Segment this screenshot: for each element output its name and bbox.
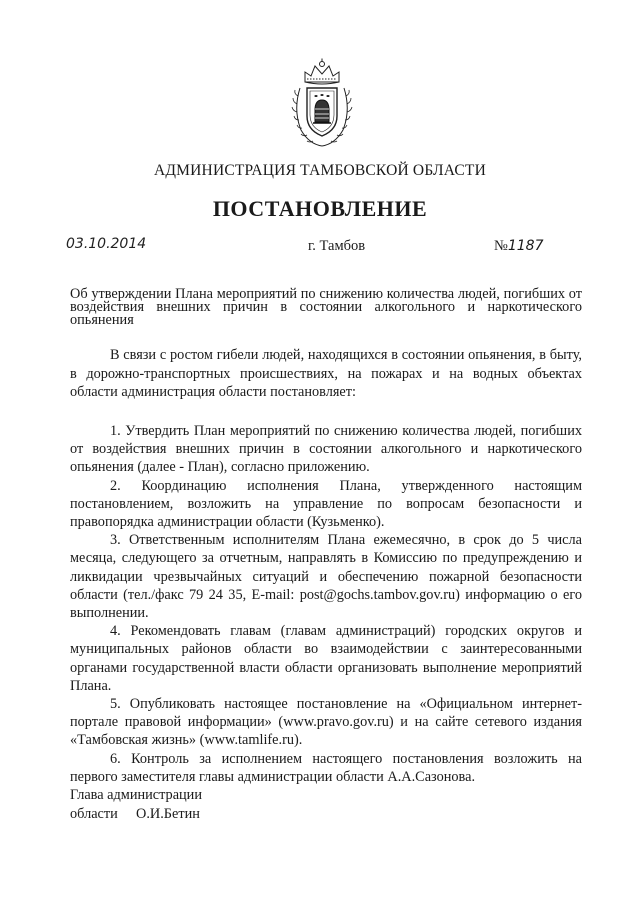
resolution-items xyxy=(70,422,582,786)
document-city: г. Тамбов xyxy=(308,238,366,254)
document-number: 1187 xyxy=(507,238,544,254)
resolution-item: 1. Утвердить План мероприятий по снижению количества людей, погибших от воздействия внешних причин в состоянии алкогольного и наркотического опьянения (далее - План), согласно приложению. xyxy=(70,423,582,476)
document-preamble: В связи с ростом гибели людей, находящихся в состоянии опьянения, в быту, в дорожно-транспортных происшествиях, на пожарах и на водных объектах области администрация области постановляет: xyxy=(70,347,582,400)
document-number-label: № xyxy=(494,238,508,254)
resolution-item: 4. Рекомендовать главам (главам администраций) городских округов и муниципальных районов области во взаимодействии с заинтересованными органами государственной власти области организовать выполнение мероприятий Плана. xyxy=(70,623,582,694)
document-date: 03.10.2014 xyxy=(66,236,147,252)
resolution-item: 6. Контроль за исполнением настоящего постановления возложить на первого заместителя главы администрации области А.А.Сазонова. xyxy=(70,750,582,785)
document-number-block xyxy=(494,238,543,255)
resolution-item: 3. Ответственным исполнителям Плана ежемесячно, в срок до 5 числа месяца, следующего за отчетным, направлять в Комиссию по предупреждению и ликвидации чрезвычайных ситуаций и обеспечению пожарной безопасности области (тел./факс 79 24 35, E-mail: post@gochs.tambov.gov.ru) информацию о его выполнении. xyxy=(70,532,582,622)
agency-name: АДМИНИСТРАЦИЯ ТАМБОВСКОЙ ОБЛАСТИ xyxy=(154,162,486,179)
signatory-name: О.И.Бетин xyxy=(136,805,200,822)
signature-line xyxy=(70,805,202,824)
document-subject: Об утверждении Плана мероприятий по снижению количества людей, погибших от воздействия внешних причин в состоянии алкогольного и наркотического опьянения xyxy=(70,286,582,328)
resolution-item: 2. Координацию исполнения Плана, утвержденного настоящим постановлением, возложить на управление по вопросам безопасности и правопорядка администрации области (Кузьменко). xyxy=(70,477,582,531)
document-type-title: ПОСТАНОВЛЕНИЕ xyxy=(212,196,428,221)
signatory-position-line1: Глава администрации xyxy=(70,787,202,803)
tambov-coat-of-arms-icon xyxy=(291,58,353,148)
signature-block xyxy=(70,786,202,823)
resolution-item: 5. Опубликовать настоящее постановление на «Официальном интернет-портале правовой информации» (www.pravo.gov.ru) и на сайте сетевого издания «Тамбовская жизнь» (www.tamlife.ru). xyxy=(70,696,582,749)
signatory-position-line2: области xyxy=(70,805,118,822)
